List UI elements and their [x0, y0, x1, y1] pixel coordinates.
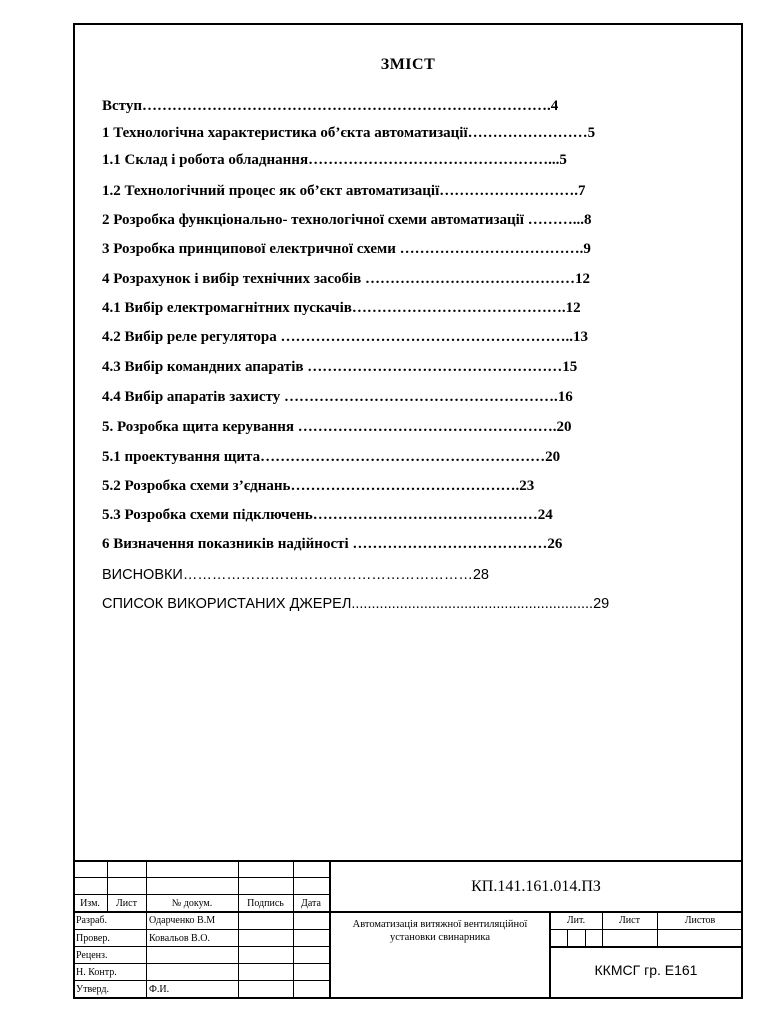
header-date: Дата	[301, 898, 321, 909]
toc-entry-leader: ……………………	[467, 125, 588, 141]
header-izm: Изм.	[80, 898, 100, 909]
toc-entry-leader: ………………………………………	[312, 507, 538, 523]
lit-label: Лит.	[566, 915, 586, 926]
name-approved: Ф.И.	[149, 984, 170, 995]
toc-entry-page: 28	[472, 567, 489, 583]
toc-entry-page: 7	[578, 183, 586, 199]
role-approved: Утверд.	[76, 984, 110, 995]
toc-entry	[102, 268, 682, 290]
toc-entry-title: 1.1 Склад і робота обладнання	[102, 152, 309, 168]
toc-entry-title: 5.3 Розробка схеми підключень	[102, 507, 313, 523]
toc-entry-leader: …………………………………….	[351, 300, 566, 316]
toc-entry-leader: ……………………………………….	[290, 478, 520, 494]
toc-entry	[102, 446, 682, 468]
sheets-label: Листов	[684, 915, 716, 926]
toc-entry-title: Вступ	[102, 98, 142, 114]
toc-entry-title: 5.2 Розробка схеми з’єднань	[102, 478, 291, 494]
toc-entry-page: 9	[583, 241, 591, 257]
toc-entry-title: 6 Визначення показників надійності	[102, 536, 353, 552]
toc-entry-title: 4.1 Вибір електромагнітних пускачів	[102, 300, 352, 316]
role-checked: Провер.	[76, 933, 110, 944]
toc-entry-title: 1 Технологічна характеристика об’єкта автоматизації	[102, 125, 468, 141]
toc-entry-title: СПИСОК ВИКОРИСТАНИХ ДЖЕРЕЛ	[102, 596, 352, 612]
toc-entry	[102, 533, 682, 555]
name-developed: Одарченко В.М	[149, 915, 216, 926]
toc-entry-page: 24	[537, 507, 553, 523]
toc-entry-page: 5	[587, 125, 596, 141]
toc-entry-leader: ............................................................	[351, 596, 594, 612]
toc-entry-page: 20	[545, 449, 561, 465]
toc-entry	[102, 238, 682, 260]
toc-entry-title: 4 Розрахунок і вибір технічних засобів	[102, 271, 366, 287]
toc-entry	[102, 209, 682, 231]
toc-entry	[102, 593, 682, 615]
toc-entry-page: 8	[583, 212, 592, 228]
toc-entry	[102, 180, 682, 202]
toc-entry-title: 5.1 проектування щита	[102, 449, 261, 465]
toc-entry-leader: ……………………….	[439, 183, 578, 199]
toc-entry	[102, 297, 682, 319]
toc-entry-leader: ……………………………………	[365, 271, 576, 287]
role-reviewer: Реценз.	[76, 950, 108, 961]
toc-entry-title: 4.4 Вибір апаратів захисту	[102, 389, 284, 405]
toc-entry-leader: …………………………………………………..	[280, 329, 573, 345]
toc-entry	[102, 504, 682, 526]
toc-entry-page: 16	[557, 389, 573, 405]
toc-entry	[102, 356, 682, 378]
toc-entry-leader: ……………………………………………….	[283, 389, 558, 405]
toc-entry-page: 15	[562, 359, 578, 375]
toc-entry-page: 4	[550, 98, 559, 114]
toc-entry-page: 12	[575, 271, 591, 287]
toc-entry-title: 4.3 Вибір командних апаратів	[102, 359, 308, 375]
toc-entry-page: 20	[556, 419, 572, 435]
header-signature: Подпись	[247, 898, 284, 909]
toc-entry-title: 3 Розробка принципової електричної схеми	[102, 241, 400, 257]
toc-entry-page: 5	[559, 152, 567, 168]
toc-entry-title: 2 Розробка функціонально- технологічної схеми автоматизації	[102, 212, 528, 228]
toc-entry-leader: …………………………………………...	[308, 152, 560, 168]
organization: ККМСГ гр. Е161	[594, 962, 698, 978]
page-title: ЗМІСТ	[380, 56, 436, 73]
toc-entry-title: ВИСНОВКИ	[102, 567, 183, 583]
toc-entry-page: 26	[547, 536, 563, 552]
toc-entry-leader: ……………………………….	[399, 241, 584, 257]
toc-entry	[102, 122, 682, 144]
toc-entry-title: 4.2 Вибір реле регулятора	[102, 329, 281, 345]
toc-entry-leader: …………………………………	[352, 536, 548, 552]
toc-entry	[102, 326, 682, 348]
toc-entry-leader: ………...	[527, 212, 584, 228]
toc-entry-leader: ……………………………………………………	[182, 567, 473, 583]
toc-entry	[102, 95, 682, 117]
toc-entry	[102, 149, 682, 171]
role-developed: Разраб.	[76, 915, 107, 926]
toc-entry-leader: …………………………………………………	[260, 449, 546, 465]
toc-entry	[102, 564, 682, 586]
toc-entry	[102, 416, 682, 438]
toc-entry	[102, 386, 682, 408]
toc-entry-title: 5. Розробка щита керування	[102, 419, 298, 435]
header-list: Лист	[116, 898, 137, 909]
document-code: КП.141.161.014.ПЗ	[471, 878, 601, 895]
toc-entry-page: 12	[565, 300, 581, 316]
sheet-label: Лист	[619, 915, 640, 926]
toc-entry-page: 23	[519, 478, 535, 494]
toc-entry-page: 29	[593, 596, 610, 612]
toc-entry-title: 1.2 Технологічний процес як об’єкт автоматизації	[102, 183, 440, 199]
role-norm-control: Н. Контр.	[76, 967, 117, 978]
toc-entry-leader: …………………………………………….	[297, 419, 557, 435]
toc-entry-leader: ……………………………………………………………………….	[141, 98, 551, 114]
toc-entry	[102, 475, 682, 497]
toc-entry-page: 13	[572, 329, 588, 345]
toc-entry-leader: ……………………………………………	[307, 359, 563, 375]
name-checked: Ковальов В.О.	[149, 933, 210, 944]
document-name: Автоматизація витяжної вентиляційної установки свинарника	[352, 919, 528, 943]
header-doc-number: № докум.	[171, 898, 213, 909]
